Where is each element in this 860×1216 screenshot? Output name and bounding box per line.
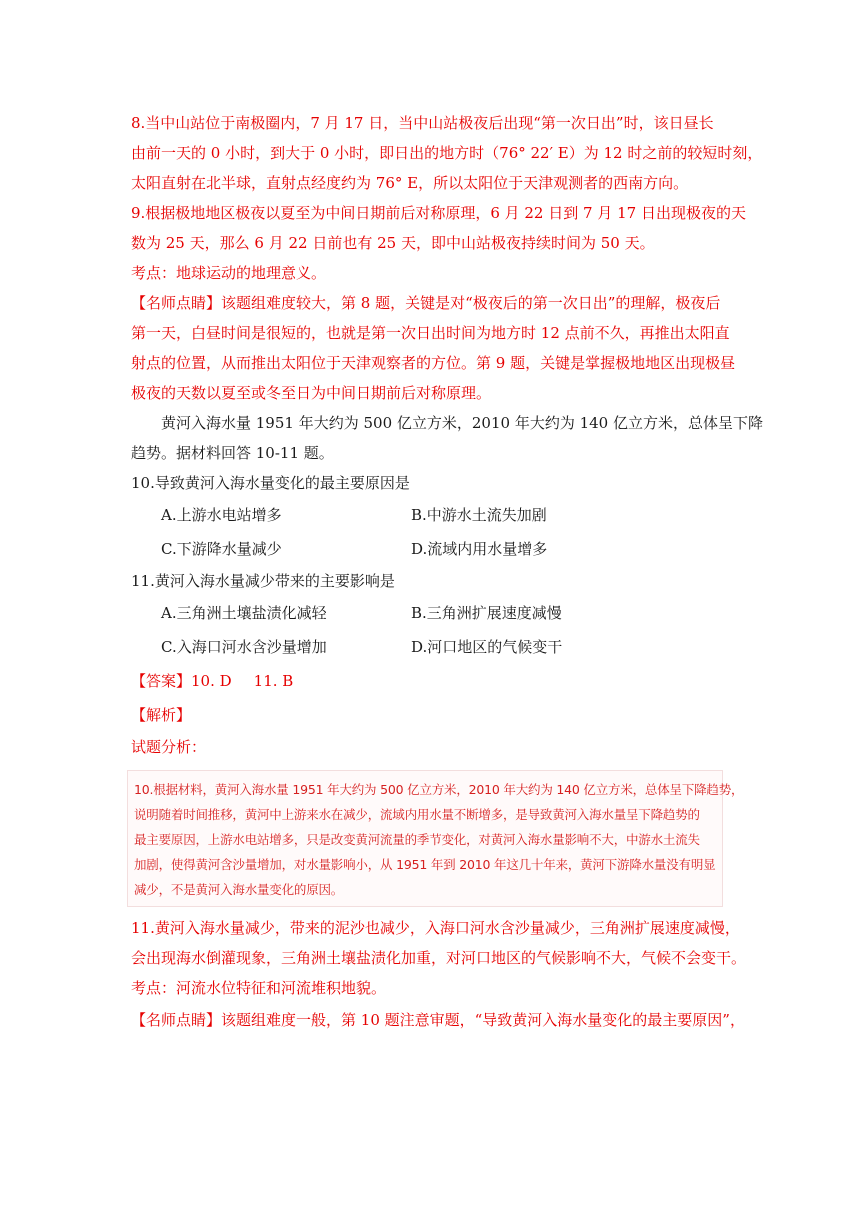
question-stem: 10.导致黄河入海水量变化的最主要原因是 [131,474,410,492]
teacher-note-1 [131,288,736,408]
option-b: B.三角洲扩展速度减慢 [411,604,562,622]
text-line: 第一天，白昼时间是很短的，也就是第一次日出时间为地方时 12 点前不久，再推出太阳直 [131,324,730,342]
question-11 [131,566,731,664]
answer-label: 【答案】 [131,672,192,690]
option-row [131,498,731,532]
option-d: D.流域内用水量增多 [411,540,548,558]
text-line: 会出现海水倒灌现象，三角洲土壤盐渍化加重，对河口地区的气候影响不大，气候不会变干。 [131,949,747,967]
option-c: C.下游降水量减少 [161,540,282,558]
option-a: A.上游水电站增多 [161,506,282,524]
text-line: 黄河入海水量 1951 年大约为 500 亿立方米，2010 年大约为 140 亿立方米，总体呈下降 [161,414,763,432]
option-row [131,532,731,566]
text-line: 9.根据极地地区极夜以夏至为中间日期前后对称原理，6 月 22 日到 7 月 17 日出现极夜的天 [131,204,746,222]
q10-scanned-explanation [127,770,744,907]
text-line: 射点的位置，从而推出太阳位于天津观察者的方位。第 9 题，关键是掌握极地地区出现极昼 [131,354,736,372]
question-stem: 11.黄河入海水量减少带来的主要影响是 [131,572,395,590]
scan-line: 减少，不是黄河入海水量变化的原因。 [134,882,344,897]
analysis-intro: 试题分析： [131,738,207,756]
text-line: 11.黄河入海水量减少，带来的泥沙也减少，入海口河水含沙量减少，三角洲扩展速度减慢， [131,919,740,937]
text-line: 数为 25 天，那么 6 月 22 日前也有 25 天，即中山站极夜持续时间为 50 天。 [131,234,655,252]
scan-line: 10.根据材料，黄河入海水量 1951 年大约为 500 亿立方米，2010 年大约为 140 亿立方米，总体呈下降趋势， [134,782,744,797]
analysis-label: 【解析】 [131,706,192,724]
option-row [131,596,731,630]
text-line: 太阳直射在北半球，直射点经度约为 76° E，所以太阳位于天津观测者的西南方向。 [131,174,689,192]
option-row [131,630,731,664]
answer-line [131,664,731,698]
document-body [131,108,763,1037]
kaodian-2: 考点：河流水位特征和河流堆积地貌。 [131,979,387,997]
answer-q10: 10. D [191,672,232,690]
q11-explanation [131,913,747,973]
kaodian-1: 考点：地球运动的地理意义。 [131,264,327,282]
text-line: 由前一天的 0 小时，到大于 0 小时，即日出的地方时（76° 22′ E）为 12 时之前的较短时刻， [131,144,763,162]
text-line: 【名师点睛】该题组难度较大，第 8 题，关键是对“极夜后的第一次日出”的理解，极夜后 [131,294,721,312]
option-d: D.河口地区的气候变干 [411,638,563,656]
answer-q11: 11. B [253,672,294,690]
q8-explanation [131,108,763,198]
teacher-note-2: 【名师点睛】该题组难度一般，第 10 题注意审题，“导致黄河入海水量变化的最主要原因”， [131,1011,745,1029]
scan-line: 加剧，使得黄河含沙量增加，对水量影响小，从 1951 年到 2010 年这几十年来，黄河下游降水量没有明显 [134,857,716,872]
q9-explanation [131,198,746,258]
text-line: 趋势。据材料回答 10-11 题。 [131,444,334,462]
text-line: 极夜的天数以夏至或冬至日为中间日期前后对称原理。 [131,384,492,402]
text-line: 8.当中山站位于南极圈内，7 月 17 日，当中山站极夜后出现“第一次日出”时，该日昼长 [131,114,714,132]
scan-line: 最主要原因，上游水电站增多，只是改变黄河流量的季节变化，对黄河入海水量影响不大，中游水土流失 [134,832,700,847]
option-a: A.三角洲土壤盐渍化减轻 [161,604,327,622]
scan-line: 说明随着时间推移，黄河中上游来水在减少，流域内用水量不断增多，是导致黄河入海水量呈下降趋势的 [134,807,700,822]
option-c: C.入海口河水含沙量增加 [161,638,327,656]
question-10 [131,468,731,566]
material-paragraph [131,408,763,468]
option-b: B.中游水土流失加剧 [411,506,547,524]
